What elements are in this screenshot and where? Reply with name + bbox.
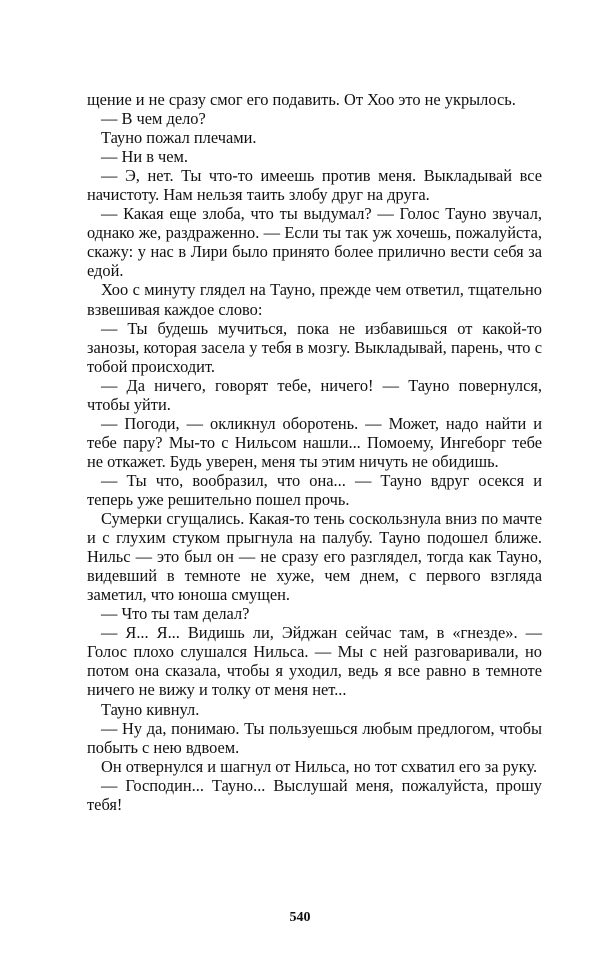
paragraph-4: — Ни в чем. [101,147,189,167]
paragraph-16: — Ну да, понимаю. Ты пользуешься любым предлогом, чтобы побыть с нею вдвоем. [87,718,542,757]
paragraph-12: Сумерки сгущались. Какая-то тень соскользнула вниз по мачте и с глухим стуком прыгнула на палубу. Тауно подошел ближе. Нильс — это был он — не сразу его разглядел, тогда как Тауно, видевший в темноте не хуже, чем днем, с первого взгляда заметил, что юноша смущен. [87,509,542,605]
paragraph-14: — Я... Я... Видишь ли, Эйджан сейчас там, в «гнезде». — Голос плохо слушался Нильса. — Мы с ней разговаривали, но потом она сказала, чтобы я уходил, ведь я все равно в темноте ничего не вижу и толку от меня нет... [87,623,542,700]
paragraph-8: — Ты будешь мучиться, пока не избавишься от какой-то занозы, которая засела у тебя в мозгу. Выкладывай, парень, что с тобой происходит. [87,318,542,376]
paragraph-7: Хоо с минуту глядел на Тауно, прежде чем ответил, тщательно взвешивая каждое слово: [87,280,542,319]
paragraph-3: Тауно пожал плечами. [101,128,257,148]
paragraph-1: щение и не сразу смог его подавить. От Хоо это не укрылось. [87,90,516,109]
paragraph-18: — Господин... Тауно... Выслушай меня, пожалуйста, прошу тебя! [87,775,542,814]
paragraph-9: — Да ничего, говорят тебе, ничего! — Тауно повернулся, чтобы уйти. [87,375,542,414]
body-text [87,90,542,814]
paragraph-2: — В чем дело? [101,109,206,129]
paragraph-10: — Погоди, — окликнул оборотень. — Может, надо найти и тебе пару? Мы-то с Нильсом нашли... Помоему, Ингеборг тебе не откажет. Будь уверен, меня ты этим ничуть не обидишь. [87,413,542,471]
paragraph-13: — Что ты там делал? [101,604,250,624]
paragraph-5: — Э, нет. Ты что-то имеешь против меня. Выкладывай все начистоту. Нам нельзя таить злобу друг на друга. [87,166,542,205]
page-number: 540 [289,910,311,925]
paragraph-15: Тауно кивнул. [101,699,200,719]
paragraph-6: — Какая еще злоба, что ты выдумал? — Голос Тауно звучал, однако же, раздраженно. — Если ты так уж хочешь, пожалуйста, скажу: у нас в Лири было принято более прилично вести себя за едой. [87,204,542,281]
paragraph-17: Он отвернулся и шагнул от Нильса, но тот схватил его за руку. [101,756,538,776]
paragraph-11: — Ты что, вообразил, что она... — Тауно вдруг осекся и теперь уже решительно пошел прочь. [87,470,542,509]
